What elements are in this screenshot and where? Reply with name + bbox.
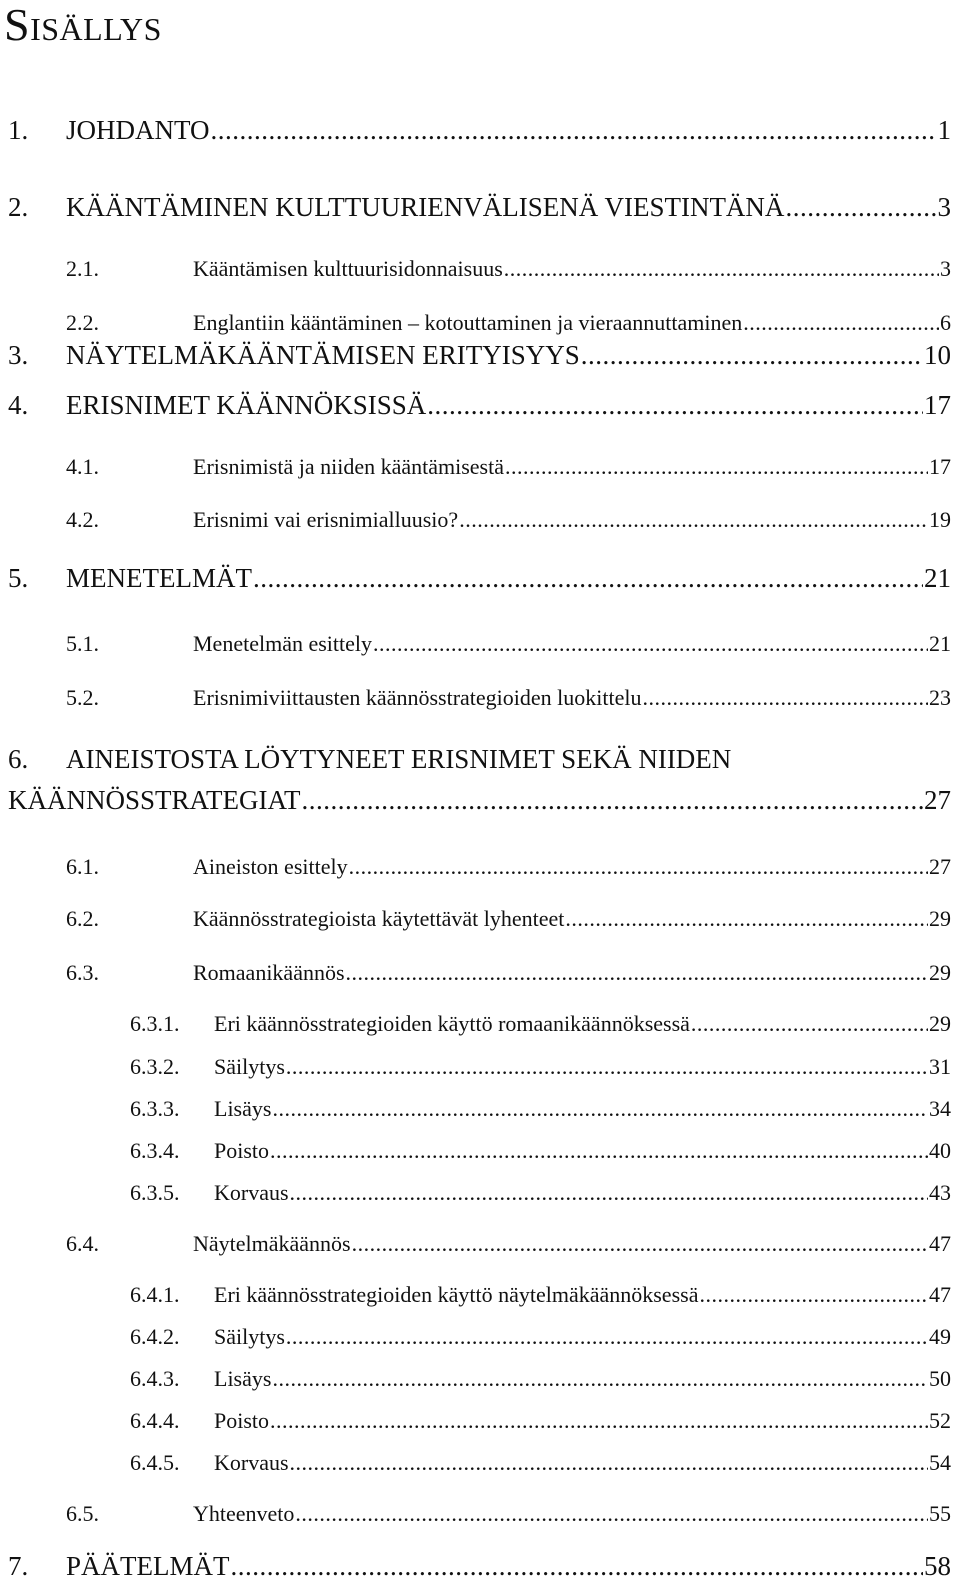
- toc-entry[interactable]: [66, 312, 951, 334]
- toc-entry-title: Englantiin kääntäminen – kotouttaminen ja vieraannuttaminen: [193, 310, 743, 335]
- toc-entry-page: 54: [929, 1450, 951, 1475]
- toc-entry[interactable]: [8, 1553, 951, 1580]
- toc-entry[interactable]: [130, 1013, 951, 1035]
- toc-entry-number: 6.3.: [66, 960, 99, 985]
- toc-entry-number: 2.1.: [66, 256, 99, 281]
- toc-entry-number: 6.3.2.: [130, 1054, 180, 1079]
- toc-entry-title: Säilytys: [214, 1324, 285, 1349]
- toc-entry-number: 6.5.: [66, 1501, 99, 1526]
- toc-entry-title: Poisto: [214, 1138, 270, 1163]
- toc-entry-page: 31: [929, 1054, 951, 1079]
- toc-entry-title: Erisnimiviittausten käännösstrategioiden luokittelu: [193, 685, 642, 710]
- toc-entry-page: 27: [929, 854, 951, 879]
- toc-entry-number: 6.3.1.: [130, 1011, 180, 1036]
- toc-entry[interactable]: [66, 258, 951, 280]
- toc-entry-title: Lisäys: [214, 1096, 272, 1121]
- toc-entry-page: 52: [929, 1408, 951, 1433]
- toc-entry-number: 5.2.: [66, 685, 99, 710]
- toc-entry-title: Yhteenveto: [193, 1501, 295, 1526]
- dot-leader: [691, 1013, 928, 1035]
- toc-entry-title: Korvaus: [214, 1450, 289, 1475]
- toc-entry-page: 21: [929, 631, 951, 656]
- toc-entry[interactable]: [130, 1410, 951, 1432]
- dot-leader: [253, 565, 923, 592]
- toc-entry-title: JOHDANTO: [66, 115, 210, 145]
- toc-entry-page: 29: [929, 960, 951, 985]
- toc-entry-number: 4.: [8, 390, 29, 420]
- toc-entry-title: AINEISTOSTA LÖYTYNEET ERISNIMET SEKÄ NIIDEN: [66, 744, 732, 774]
- toc-entry-number: 2.2.: [66, 310, 99, 335]
- toc-entry-page: 3: [940, 256, 951, 281]
- toc-entry-title: ERISNIMET KÄÄNNÖKSISSÄ: [66, 390, 427, 420]
- toc-entry[interactable]: [66, 1233, 951, 1255]
- toc-entry-number: 6.4.1.: [130, 1282, 180, 1307]
- toc-entry-title: Säilytys: [214, 1054, 285, 1079]
- toc-entry-number: 5.: [8, 563, 29, 593]
- dot-leader: [346, 962, 928, 984]
- toc-entry-title: Eri käännösstrategioiden käyttö romaanikäännöksessä: [214, 1011, 690, 1036]
- dot-leader: [286, 1326, 928, 1348]
- toc-entry-number: 6.4.4.: [130, 1408, 180, 1433]
- toc-entry-title: Romaanikäännös: [193, 960, 345, 985]
- toc-entry[interactable]: [130, 1140, 951, 1162]
- toc-entry-number: 6.3.4.: [130, 1138, 180, 1163]
- toc-entry-page: 6: [940, 310, 951, 335]
- toc-entry-page: 17: [924, 390, 951, 420]
- toc-entry-page: 19: [929, 507, 951, 532]
- toc-entry[interactable]: [130, 1056, 951, 1078]
- dot-leader: [272, 1368, 928, 1390]
- toc-entry-first-line[interactable]: [8, 746, 731, 773]
- dot-leader: [270, 1410, 928, 1432]
- toc-entry-number: 2.: [8, 192, 29, 222]
- toc-entry-number: 3.: [8, 340, 29, 370]
- dot-leader: [459, 509, 928, 531]
- toc-entry[interactable]: [130, 1182, 951, 1204]
- toc-entry[interactable]: [66, 962, 951, 984]
- toc-entry-page: 1: [937, 115, 951, 145]
- dot-leader: [352, 1233, 928, 1255]
- dot-leader: [231, 1553, 924, 1580]
- toc-entry-title: Poisto: [214, 1408, 270, 1433]
- toc-entry-number: 1.: [8, 115, 29, 145]
- toc-entry-number: 7.: [8, 1551, 29, 1581]
- dot-leader: [373, 633, 928, 655]
- dot-leader: [211, 117, 937, 144]
- toc-entry-page: 29: [929, 906, 951, 931]
- toc-entry-number: 6.3.5.: [130, 1180, 180, 1205]
- toc-entry-title: Kääntämisen kulttuurisidonnaisuus: [193, 256, 503, 281]
- toc-entry-page: 27: [924, 785, 951, 815]
- toc-entry-title-continued: KÄÄNNÖSSTRATEGIAT: [8, 785, 301, 815]
- dot-leader: [743, 312, 939, 334]
- toc-entry-title: Menetelmän esittely: [193, 631, 372, 656]
- toc-entry-title: NÄYTELMÄKÄÄNTÄMISEN ERITYISYYS: [66, 340, 580, 370]
- dot-leader: [272, 1098, 928, 1120]
- toc-entry-number: 6.4.5.: [130, 1450, 180, 1475]
- toc-entry[interactable]: [8, 787, 951, 814]
- toc-entry-number: 6.4.3.: [130, 1366, 180, 1391]
- dot-leader: [302, 787, 923, 814]
- toc-entry[interactable]: [8, 392, 951, 419]
- toc-entry[interactable]: [66, 509, 951, 531]
- toc-entry-page: 10: [924, 340, 951, 370]
- dot-leader: [642, 687, 928, 709]
- toc-entry-page: 47: [929, 1231, 951, 1256]
- dot-leader: [286, 1056, 928, 1078]
- dot-leader: [427, 392, 923, 419]
- toc-entry-page: 34: [929, 1096, 951, 1121]
- toc-entry-page: 29: [929, 1011, 951, 1036]
- toc-entry-page: 55: [929, 1501, 951, 1526]
- dot-leader: [290, 1452, 928, 1474]
- dot-leader: [504, 258, 939, 280]
- dot-leader: [290, 1182, 928, 1204]
- toc-entry-title: MENETELMÄT: [66, 563, 252, 593]
- toc-entry-number: 4.1.: [66, 454, 99, 479]
- toc-entry-number: 6.3.3.: [130, 1096, 180, 1121]
- toc-entry[interactable]: [130, 1368, 951, 1390]
- toc-entry[interactable]: [130, 1452, 951, 1474]
- dot-leader: [565, 908, 928, 930]
- toc-entry-title: Erisnimistä ja niiden kääntämisestä: [193, 454, 504, 479]
- toc-entry[interactable]: [66, 908, 951, 930]
- dot-leader: [581, 342, 923, 369]
- toc-entry[interactable]: [130, 1326, 951, 1348]
- toc-entry[interactable]: [8, 565, 951, 592]
- toc-entry-page: 23: [929, 685, 951, 710]
- dot-leader: [785, 194, 936, 221]
- page-title: Sisällys: [4, 0, 162, 50]
- toc-entry-page: 47: [929, 1282, 951, 1307]
- toc-entry-title: Erisnimi vai erisnimialluusio?: [193, 507, 459, 532]
- toc-entry-title: Käännösstrategioista käytettävät lyhenteet: [193, 906, 565, 931]
- toc-entry-number: 6.4.2.: [130, 1324, 180, 1349]
- toc-entry-title: Aineiston esittely: [193, 854, 348, 879]
- toc-entry-number: 6.: [8, 744, 29, 774]
- toc-entry-page: 3: [937, 192, 951, 222]
- toc-entry[interactable]: [8, 117, 951, 144]
- toc-entry[interactable]: [66, 687, 951, 709]
- toc-entry-title: Korvaus: [214, 1180, 289, 1205]
- toc-entry[interactable]: [66, 456, 951, 478]
- toc-entry-page: 21: [924, 563, 951, 593]
- toc-entry-number: 5.1.: [66, 631, 99, 656]
- toc-entry-page: 43: [929, 1180, 951, 1205]
- toc-entry[interactable]: [8, 194, 951, 221]
- toc-entry-title: Eri käännösstrategioiden käyttö näytelmäkäännöksessä: [214, 1282, 699, 1307]
- toc-entry-page: 49: [929, 1324, 951, 1349]
- toc-entry[interactable]: [130, 1098, 951, 1120]
- toc-entry-title: KÄÄNTÄMINEN KULTTUURIENVÄLISENÄ VIESTINTÄNÄ: [66, 192, 785, 222]
- toc-entry[interactable]: [66, 856, 951, 878]
- toc-entry-title: Lisäys: [214, 1366, 272, 1391]
- toc-entry-page: 50: [929, 1366, 951, 1391]
- toc-entry-number: 4.2.: [66, 507, 99, 532]
- toc-entry-page: 40: [929, 1138, 951, 1163]
- dot-leader: [270, 1140, 928, 1162]
- toc-entry-page: 58: [924, 1551, 951, 1581]
- dot-leader: [295, 1503, 928, 1525]
- toc-entry-page: 17: [929, 454, 951, 479]
- toc-entry-title: PÄÄTELMÄT: [66, 1551, 230, 1581]
- toc-entry-title: Näytelmäkäännös: [193, 1231, 351, 1256]
- toc-entry[interactable]: [130, 1284, 951, 1306]
- toc-entry[interactable]: [66, 1503, 951, 1525]
- toc-entry-number: 6.1.: [66, 854, 99, 879]
- toc-entry-number: 6.4.: [66, 1231, 99, 1256]
- dot-leader: [349, 856, 928, 878]
- toc-entry[interactable]: [66, 633, 951, 655]
- toc-entry-number: 6.2.: [66, 906, 99, 931]
- dot-leader: [699, 1284, 928, 1306]
- dot-leader: [505, 456, 928, 478]
- toc-entry[interactable]: [8, 342, 951, 369]
